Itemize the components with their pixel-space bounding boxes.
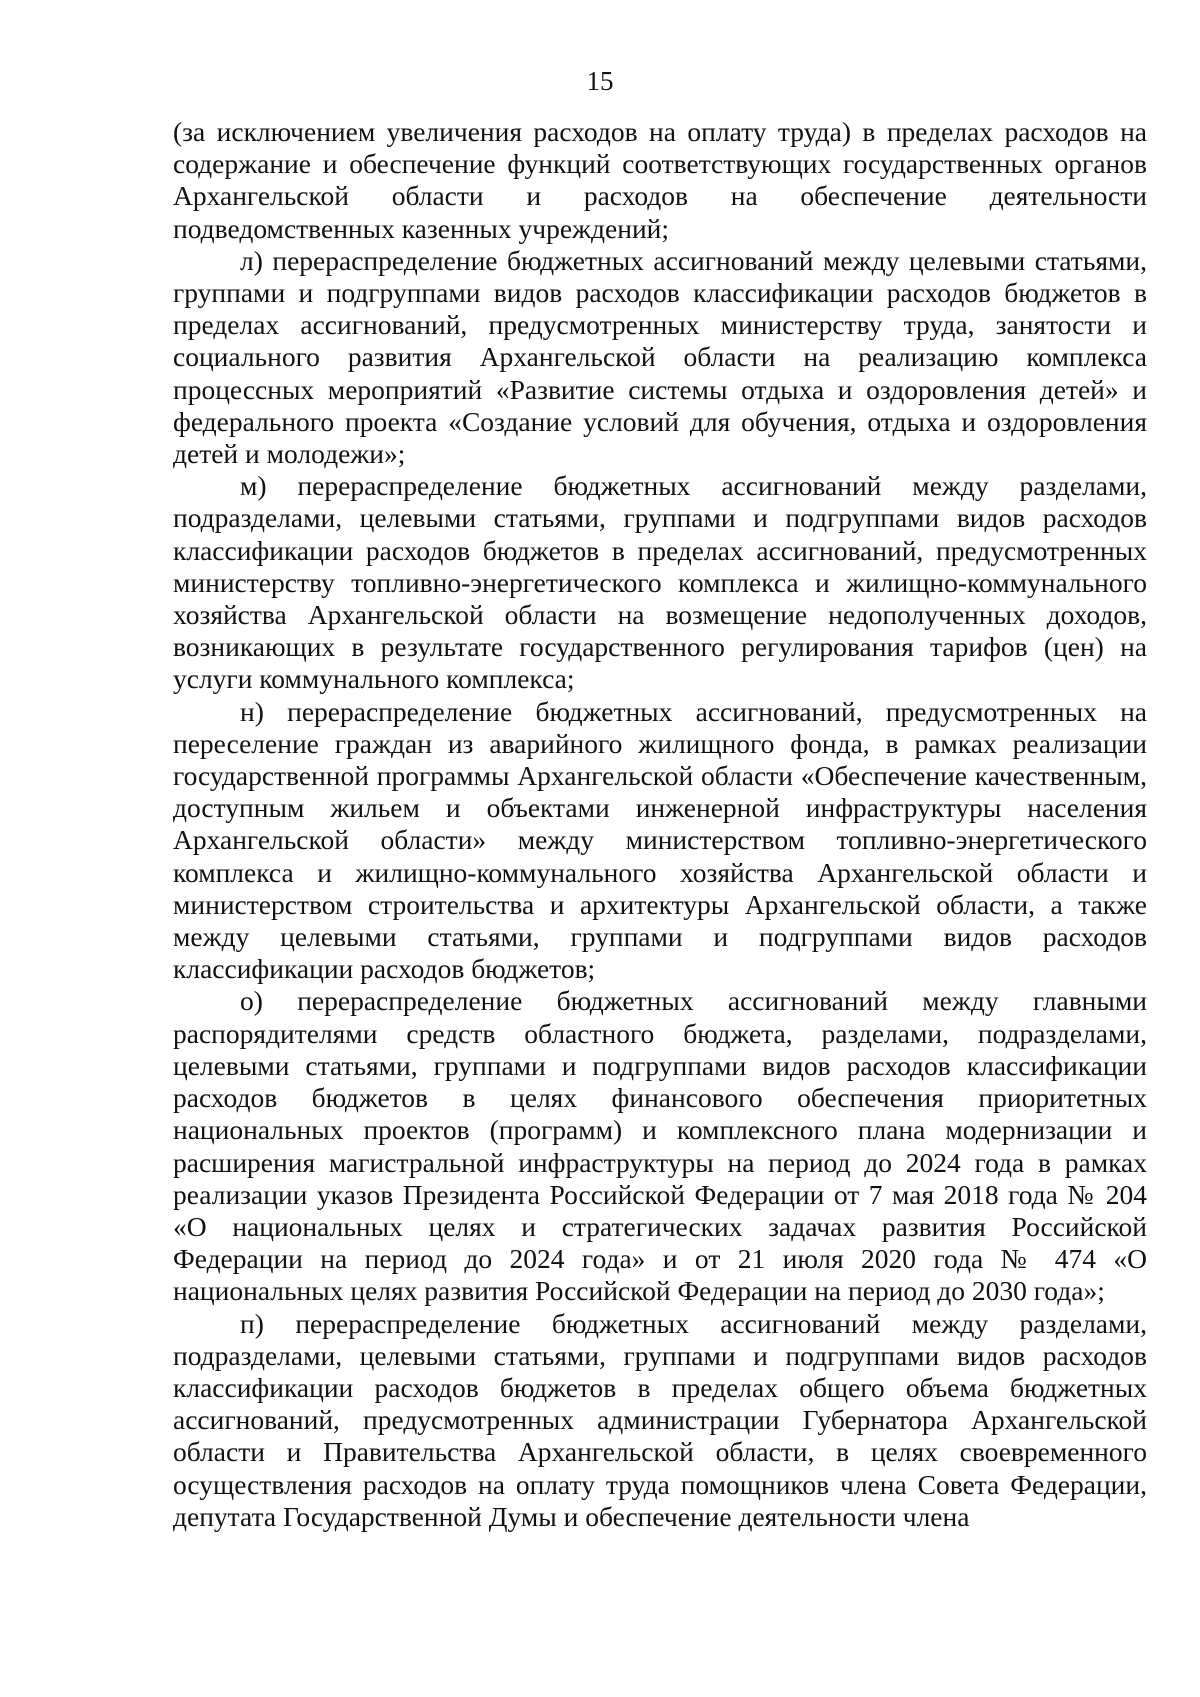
paragraph-item-p: п) перераспределение бюджетных ассигнований между разделами, подразделами, целевыми статьями, группами и подгруппами видов расходов классификации расходов бюджетов в пределах общего объема бюджетных ассигнований, предусмотренных администрации Губернатора Архангельской области и Правительства Архангельской области, в целях своевременного осуществления расходов на оплату труда помощников члена Совета Федерации, депутата Государственной Думы и обеспечение деятельности члена	[173, 1307, 1147, 1532]
paragraph-item-o: о) перераспределение бюджетных ассигнований между главными распорядителями средств областного бюджета, разделами, подразделами, целевыми статьями, группами и подгруппами видов расходов классификации расходов бюджетов в целях финансового обеспечения приоритетных национальных проектов (программ) и комплексного плана модернизации и расширения магистральной инфраструктуры на период до 2024 года в рамках реализации указов Президента Российской Федерации от 7 мая 2018 года № 204 «О национальных целях и стратегических задачах развития Российской Федерации на период до 2024 года» и от 21 июля 2020 года № 474 «О национальных целях развития Российской Федерации на период до 2030 года»;	[173, 985, 1147, 1307]
paragraph-item-l: л) перераспределение бюджетных ассигнований между целевыми статьями, группами и подгруппами видов расходов классификации расходов бюджетов в пределах ассигнований, предусмотренных министерству труда, занятости и социального развития Архангельской области на реализацию комплекса процессных мероприятий «Развитие системы отдыха и оздоровления детей» и федерального проекта «Создание условий для обучения, отдыха и оздоровления детей и молодежи»;	[173, 244, 1147, 470]
document-body	[173, 116, 1147, 1533]
paragraph-continuation: (за исключением увеличения расходов на оплату труда) в пределах расходов на содержание и обеспечение функций соответствующих государственных органов Архангельской области и расходов на обеспечение деятельности подведомственных казенных учреждений;	[173, 116, 1147, 244]
paragraph-item-m: м) перераспределение бюджетных ассигнований между разделами, подразделами, целевыми статьями, группами и подгруппами видов расходов классификации расходов бюджетов в пределах ассигнований, предусмотренных министерству топливно-энергетического комплекса и жилищно-коммунального хозяйства Архангельской области на возмещение недополученных доходов, возникающих в результате государственного регулирования тарифов (цен) на услуги коммунального комплекса;	[173, 470, 1147, 695]
page-number: 15	[586, 66, 614, 96]
paragraph-item-n: н) перераспределение бюджетных ассигнований, предусмотренных на переселение граждан из аварийного жилищного фонда, в рамках реализации государственной программы Архангельской области «Обеспечение качественным, доступным жильем и объектами инженерной инфраструктуры населения Архангельской области» между министерством топливно-энергетического комплекса и жилищно-коммунального хозяйства Архангельской области и министерством строительства и архитектуры Архангельской области, а также между целевыми статьями, группами и подгруппами видов расходов классификации расходов бюджетов;	[173, 695, 1147, 985]
